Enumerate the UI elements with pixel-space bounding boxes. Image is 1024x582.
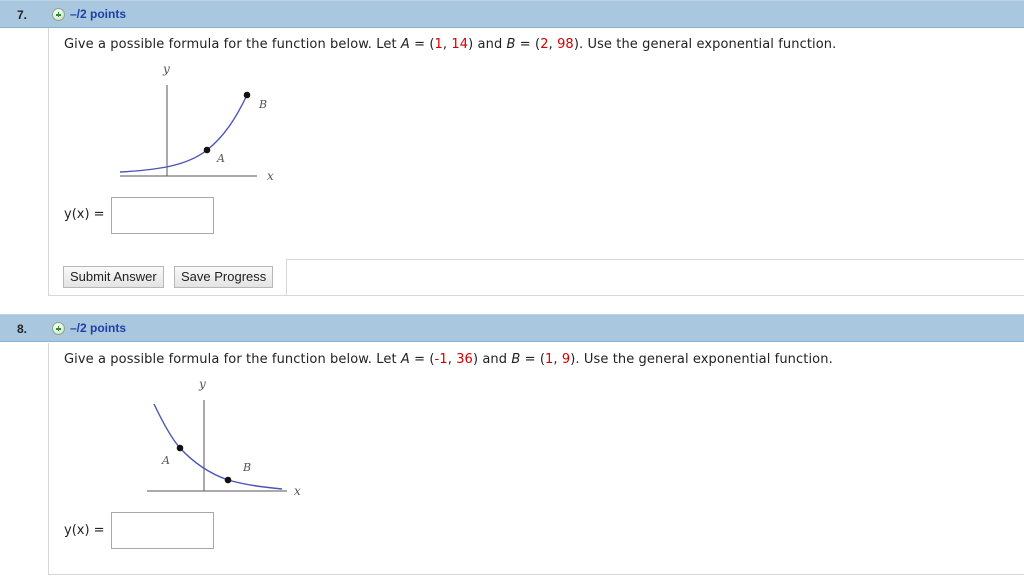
answer-label: y(x) = (64, 207, 105, 222)
question-7-body (48, 28, 1024, 296)
divider (287, 259, 1024, 260)
submit-answer-button[interactable]: Submit Answer (63, 266, 164, 288)
x-axis-label: x (267, 169, 274, 183)
save-progress-button[interactable]: Save Progress (174, 266, 273, 288)
question-number: 8. (17, 322, 28, 336)
expand-plus-icon[interactable] (52, 322, 65, 335)
point-b-marker (225, 477, 232, 484)
question-prompt: Give a possible formula for the function below. Let A = (-1, 36) and B = (1, 9). Use the general exponential function. (64, 352, 833, 367)
question-8-header (0, 314, 1024, 342)
decay-curve (154, 404, 282, 489)
point-b-label: B (259, 98, 268, 111)
points-label: –/2 points (70, 7, 127, 21)
point-b-marker (244, 92, 251, 99)
answer-label: y(x) = (64, 523, 105, 538)
y-axis-label: y (163, 62, 170, 76)
question-prompt: Give a possible formula for the function below. Let A = (1, 14) and B = (2, 98). Use the general exponential function. (64, 37, 837, 52)
x-axis-label: x (294, 484, 301, 498)
point-b-label: B (243, 461, 252, 474)
question-8-body (48, 343, 1024, 575)
point-a-label: A (217, 152, 225, 165)
question-7-header (0, 0, 1024, 28)
expand-plus-icon[interactable] (52, 8, 65, 21)
point-a-marker (204, 147, 211, 154)
exponential-decay-graph (142, 373, 312, 498)
y-axis-label: y (199, 377, 206, 391)
question-number: 7. (17, 8, 28, 22)
answer-input[interactable] (111, 512, 214, 549)
growth-curve (120, 95, 247, 172)
points-label: –/2 points (70, 321, 127, 335)
answer-input[interactable] (111, 197, 214, 234)
point-a-label: A (162, 454, 170, 467)
button-bar (49, 259, 287, 296)
point-a-marker (177, 445, 184, 452)
exponential-growth-graph (117, 58, 287, 183)
